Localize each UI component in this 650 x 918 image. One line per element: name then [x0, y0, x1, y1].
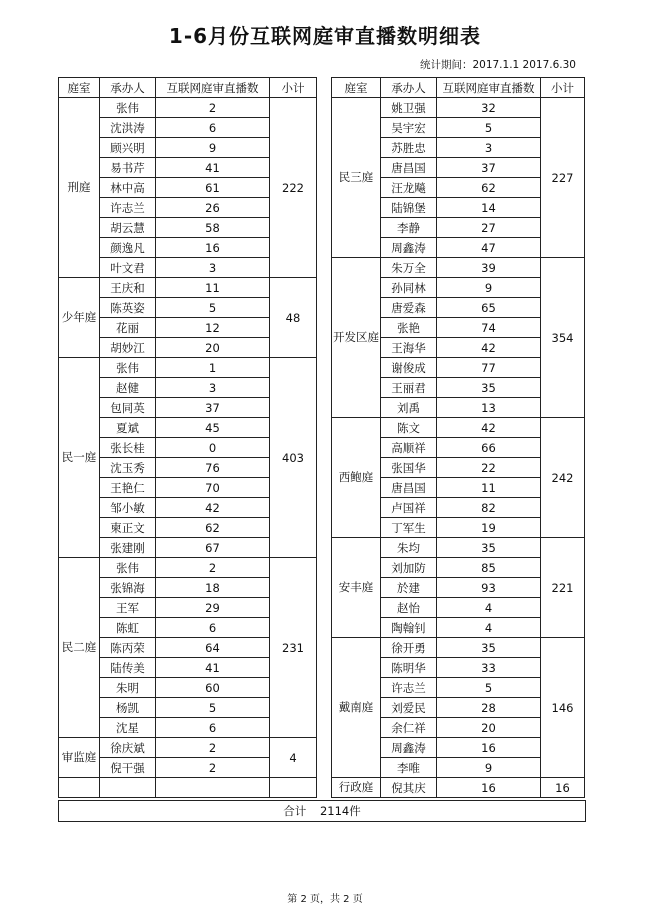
handler-cell: 刘加防 — [381, 558, 437, 578]
handler-cell: 易书芹 — [100, 158, 156, 178]
handler-cell: 包同英 — [100, 398, 156, 418]
count-cell: 27 — [437, 218, 541, 238]
count-cell: 47 — [437, 238, 541, 258]
handler-cell: 徐开勇 — [381, 638, 437, 658]
court-cell: 少年庭 — [59, 278, 100, 358]
handler-cell: 徐庆斌 — [100, 738, 156, 758]
count-cell: 76 — [156, 458, 270, 478]
handler-cell: 姚卫强 — [381, 98, 437, 118]
handler-cell: 唐昌国 — [381, 478, 437, 498]
col-header-count: 互联网庭审直播数 — [156, 78, 270, 98]
handler-cell: 花丽 — [100, 318, 156, 338]
count-cell: 65 — [437, 298, 541, 318]
handler-cell: 夏斌 — [100, 418, 156, 438]
count-cell: 16 — [437, 778, 541, 798]
subtotal-cell: 221 — [541, 538, 585, 638]
handler-cell: 倪其庆 — [381, 778, 437, 798]
page-footer — [0, 890, 650, 905]
handler-cell: 唐爱森 — [381, 298, 437, 318]
count-cell: 85 — [437, 558, 541, 578]
handler-cell: 沈玉秀 — [100, 458, 156, 478]
handler-cell: 陈文 — [381, 418, 437, 438]
handler-cell: 王庆和 — [100, 278, 156, 298]
count-cell: 35 — [437, 378, 541, 398]
subtotal-cell: 231 — [270, 558, 317, 738]
empty-cell — [156, 778, 270, 798]
count-cell: 67 — [156, 538, 270, 558]
count-cell: 2 — [156, 98, 270, 118]
grand-total-label: 合计 — [283, 804, 307, 818]
count-cell: 5 — [156, 698, 270, 718]
page-number: 第 2 页，共 2 页 — [287, 894, 363, 905]
count-cell: 3 — [437, 138, 541, 158]
handler-cell: 倪干强 — [100, 758, 156, 778]
count-cell: 64 — [156, 638, 270, 658]
handler-cell: 汪龙飚 — [381, 178, 437, 198]
count-cell: 5 — [156, 298, 270, 318]
empty-row — [59, 778, 317, 798]
count-cell: 2 — [156, 758, 270, 778]
handler-cell: 叶文君 — [100, 258, 156, 278]
page-title: 1-6月份互联网庭审直播数明细表 — [168, 24, 482, 48]
count-cell: 18 — [156, 578, 270, 598]
count-cell: 42 — [437, 338, 541, 358]
count-cell: 2 — [156, 738, 270, 758]
handler-cell: 沈星 — [100, 718, 156, 738]
court-cell: 民三庭 — [332, 98, 381, 258]
table-row — [59, 738, 317, 758]
handler-cell: 於建 — [381, 578, 437, 598]
handler-cell: 王军 — [100, 598, 156, 618]
count-cell: 45 — [156, 418, 270, 438]
count-cell: 42 — [437, 418, 541, 438]
subtotal-cell: 4 — [270, 738, 317, 778]
empty-cell — [100, 778, 156, 798]
handler-cell: 朱均 — [381, 538, 437, 558]
count-cell: 2 — [156, 558, 270, 578]
count-cell: 9 — [437, 758, 541, 778]
right-table — [331, 77, 585, 798]
count-cell: 42 — [156, 498, 270, 518]
count-cell: 3 — [156, 258, 270, 278]
handler-cell: 周鑫涛 — [381, 738, 437, 758]
count-cell: 20 — [156, 338, 270, 358]
count-cell: 6 — [156, 618, 270, 638]
handler-cell: 张锦海 — [100, 578, 156, 598]
count-cell: 60 — [156, 678, 270, 698]
court-cell: 民一庭 — [59, 358, 100, 558]
count-cell: 11 — [156, 278, 270, 298]
col-header-subtotal: 小计 — [541, 78, 585, 98]
count-cell: 28 — [437, 698, 541, 718]
table-row — [332, 258, 585, 278]
count-cell: 33 — [437, 658, 541, 678]
court-cell: 审监庭 — [59, 738, 100, 778]
court-cell: 戴南庭 — [332, 638, 381, 778]
handler-cell: 李静 — [381, 218, 437, 238]
handler-cell: 卢国祥 — [381, 498, 437, 518]
count-cell: 93 — [437, 578, 541, 598]
subtotal-cell: 222 — [270, 98, 317, 278]
count-cell: 70 — [156, 478, 270, 498]
count-cell: 16 — [437, 738, 541, 758]
handler-cell: 赵怡 — [381, 598, 437, 618]
table-row — [332, 638, 585, 658]
handler-cell: 王丽君 — [381, 378, 437, 398]
handler-cell: 陆传美 — [100, 658, 156, 678]
table-row — [59, 278, 317, 298]
handler-cell: 朱万全 — [381, 258, 437, 278]
handler-cell: 高顺祥 — [381, 438, 437, 458]
grand-total-row — [58, 800, 586, 822]
handler-cell: 余仁祥 — [381, 718, 437, 738]
empty-cell — [270, 778, 317, 798]
handler-cell: 许志兰 — [381, 678, 437, 698]
count-cell: 29 — [156, 598, 270, 618]
col-header-handler: 承办人 — [100, 78, 156, 98]
handler-cell: 谢俊成 — [381, 358, 437, 378]
handler-cell: 赵健 — [100, 378, 156, 398]
grand-total-value: 2114件 — [319, 804, 361, 818]
table-row — [59, 358, 317, 378]
handler-cell: 胡云慧 — [100, 218, 156, 238]
handler-cell: 陈丙荣 — [100, 638, 156, 658]
count-cell: 4 — [437, 598, 541, 618]
table-row — [59, 98, 317, 118]
count-cell: 9 — [156, 138, 270, 158]
table-row — [332, 418, 585, 438]
subtotal-cell: 403 — [270, 358, 317, 558]
count-cell: 6 — [156, 718, 270, 738]
count-cell: 58 — [156, 218, 270, 238]
subtotal-cell: 227 — [541, 98, 585, 258]
handler-cell: 柬正文 — [100, 518, 156, 538]
handler-cell: 颜逸凡 — [100, 238, 156, 258]
count-cell: 20 — [437, 718, 541, 738]
handler-cell: 王海华 — [381, 338, 437, 358]
count-cell: 14 — [437, 198, 541, 218]
count-cell: 61 — [156, 178, 270, 198]
handler-cell: 朱明 — [100, 678, 156, 698]
count-cell: 1 — [156, 358, 270, 378]
count-cell: 62 — [437, 178, 541, 198]
handler-cell: 陆锦堡 — [381, 198, 437, 218]
count-cell: 4 — [437, 618, 541, 638]
statistics-period: 统计期间：2017.1.1 2017.6.30 — [419, 59, 576, 71]
count-cell: 74 — [437, 318, 541, 338]
handler-cell: 张艳 — [381, 318, 437, 338]
count-cell: 35 — [437, 538, 541, 558]
handler-cell: 胡妙江 — [100, 338, 156, 358]
empty-cell — [59, 778, 100, 798]
handler-cell: 张建刚 — [100, 538, 156, 558]
count-cell: 35 — [437, 638, 541, 658]
count-cell: 0 — [156, 438, 270, 458]
count-cell: 3 — [156, 378, 270, 398]
subtotal-cell: 146 — [541, 638, 585, 778]
court-cell: 行政庭 — [332, 778, 381, 798]
count-cell: 9 — [437, 278, 541, 298]
header-row — [332, 78, 585, 98]
court-cell: 民二庭 — [59, 558, 100, 738]
table-row — [332, 538, 585, 558]
left-table — [58, 77, 317, 798]
handler-cell: 王艳仁 — [100, 478, 156, 498]
subtotal-cell: 16 — [541, 778, 585, 798]
count-cell: 66 — [437, 438, 541, 458]
count-cell: 5 — [437, 118, 541, 138]
table-row — [332, 778, 585, 798]
col-header-count: 互联网庭审直播数 — [437, 78, 541, 98]
count-cell: 26 — [156, 198, 270, 218]
col-header-court: 庭室 — [332, 78, 381, 98]
col-header-court: 庭室 — [59, 78, 100, 98]
handler-cell: 张伟 — [100, 358, 156, 378]
handler-cell: 陈明华 — [381, 658, 437, 678]
handler-cell: 张伟 — [100, 558, 156, 578]
count-cell: 16 — [156, 238, 270, 258]
count-cell: 6 — [156, 118, 270, 138]
subtotal-cell: 48 — [270, 278, 317, 358]
header-row — [59, 78, 317, 98]
handler-cell: 邹小敏 — [100, 498, 156, 518]
table-row — [332, 98, 585, 118]
handler-cell: 林中高 — [100, 178, 156, 198]
handler-cell: 刘禹 — [381, 398, 437, 418]
count-cell: 19 — [437, 518, 541, 538]
court-cell: 西鲍庭 — [332, 418, 381, 538]
handler-cell: 周鑫涛 — [381, 238, 437, 258]
court-cell: 安丰庭 — [332, 538, 381, 638]
count-cell: 41 — [156, 158, 270, 178]
handler-cell: 唐昌国 — [381, 158, 437, 178]
subtotal-cell: 354 — [541, 258, 585, 418]
handler-cell: 李唯 — [381, 758, 437, 778]
count-cell: 5 — [437, 678, 541, 698]
court-cell: 开发区庭 — [332, 258, 381, 418]
handler-cell: 杨凯 — [100, 698, 156, 718]
handler-cell: 张国华 — [381, 458, 437, 478]
handler-cell: 张伟 — [100, 98, 156, 118]
count-cell: 62 — [156, 518, 270, 538]
handler-cell: 孙同林 — [381, 278, 437, 298]
handler-cell: 吴宇宏 — [381, 118, 437, 138]
col-header-handler: 承办人 — [381, 78, 437, 98]
handler-cell: 张长桂 — [100, 438, 156, 458]
handler-cell: 陈英姿 — [100, 298, 156, 318]
count-cell: 32 — [437, 98, 541, 118]
col-header-subtotal: 小计 — [270, 78, 317, 98]
count-cell: 12 — [156, 318, 270, 338]
handler-cell: 陈虹 — [100, 618, 156, 638]
count-cell: 13 — [437, 398, 541, 418]
handler-cell: 许志兰 — [100, 198, 156, 218]
count-cell: 39 — [437, 258, 541, 278]
table-row — [59, 558, 317, 578]
handler-cell: 陶翰钊 — [381, 618, 437, 638]
court-cell: 刑庭 — [59, 98, 100, 278]
count-cell: 41 — [156, 658, 270, 678]
subtotal-cell: 242 — [541, 418, 585, 538]
count-cell: 37 — [437, 158, 541, 178]
handler-cell: 丁军生 — [381, 518, 437, 538]
handler-cell: 刘爱民 — [381, 698, 437, 718]
handler-cell: 苏胜忠 — [381, 138, 437, 158]
handler-cell: 顾兴明 — [100, 138, 156, 158]
count-cell: 11 — [437, 478, 541, 498]
count-cell: 77 — [437, 358, 541, 378]
count-cell: 22 — [437, 458, 541, 478]
count-cell: 82 — [437, 498, 541, 518]
handler-cell: 沈洪涛 — [100, 118, 156, 138]
count-cell: 37 — [156, 398, 270, 418]
